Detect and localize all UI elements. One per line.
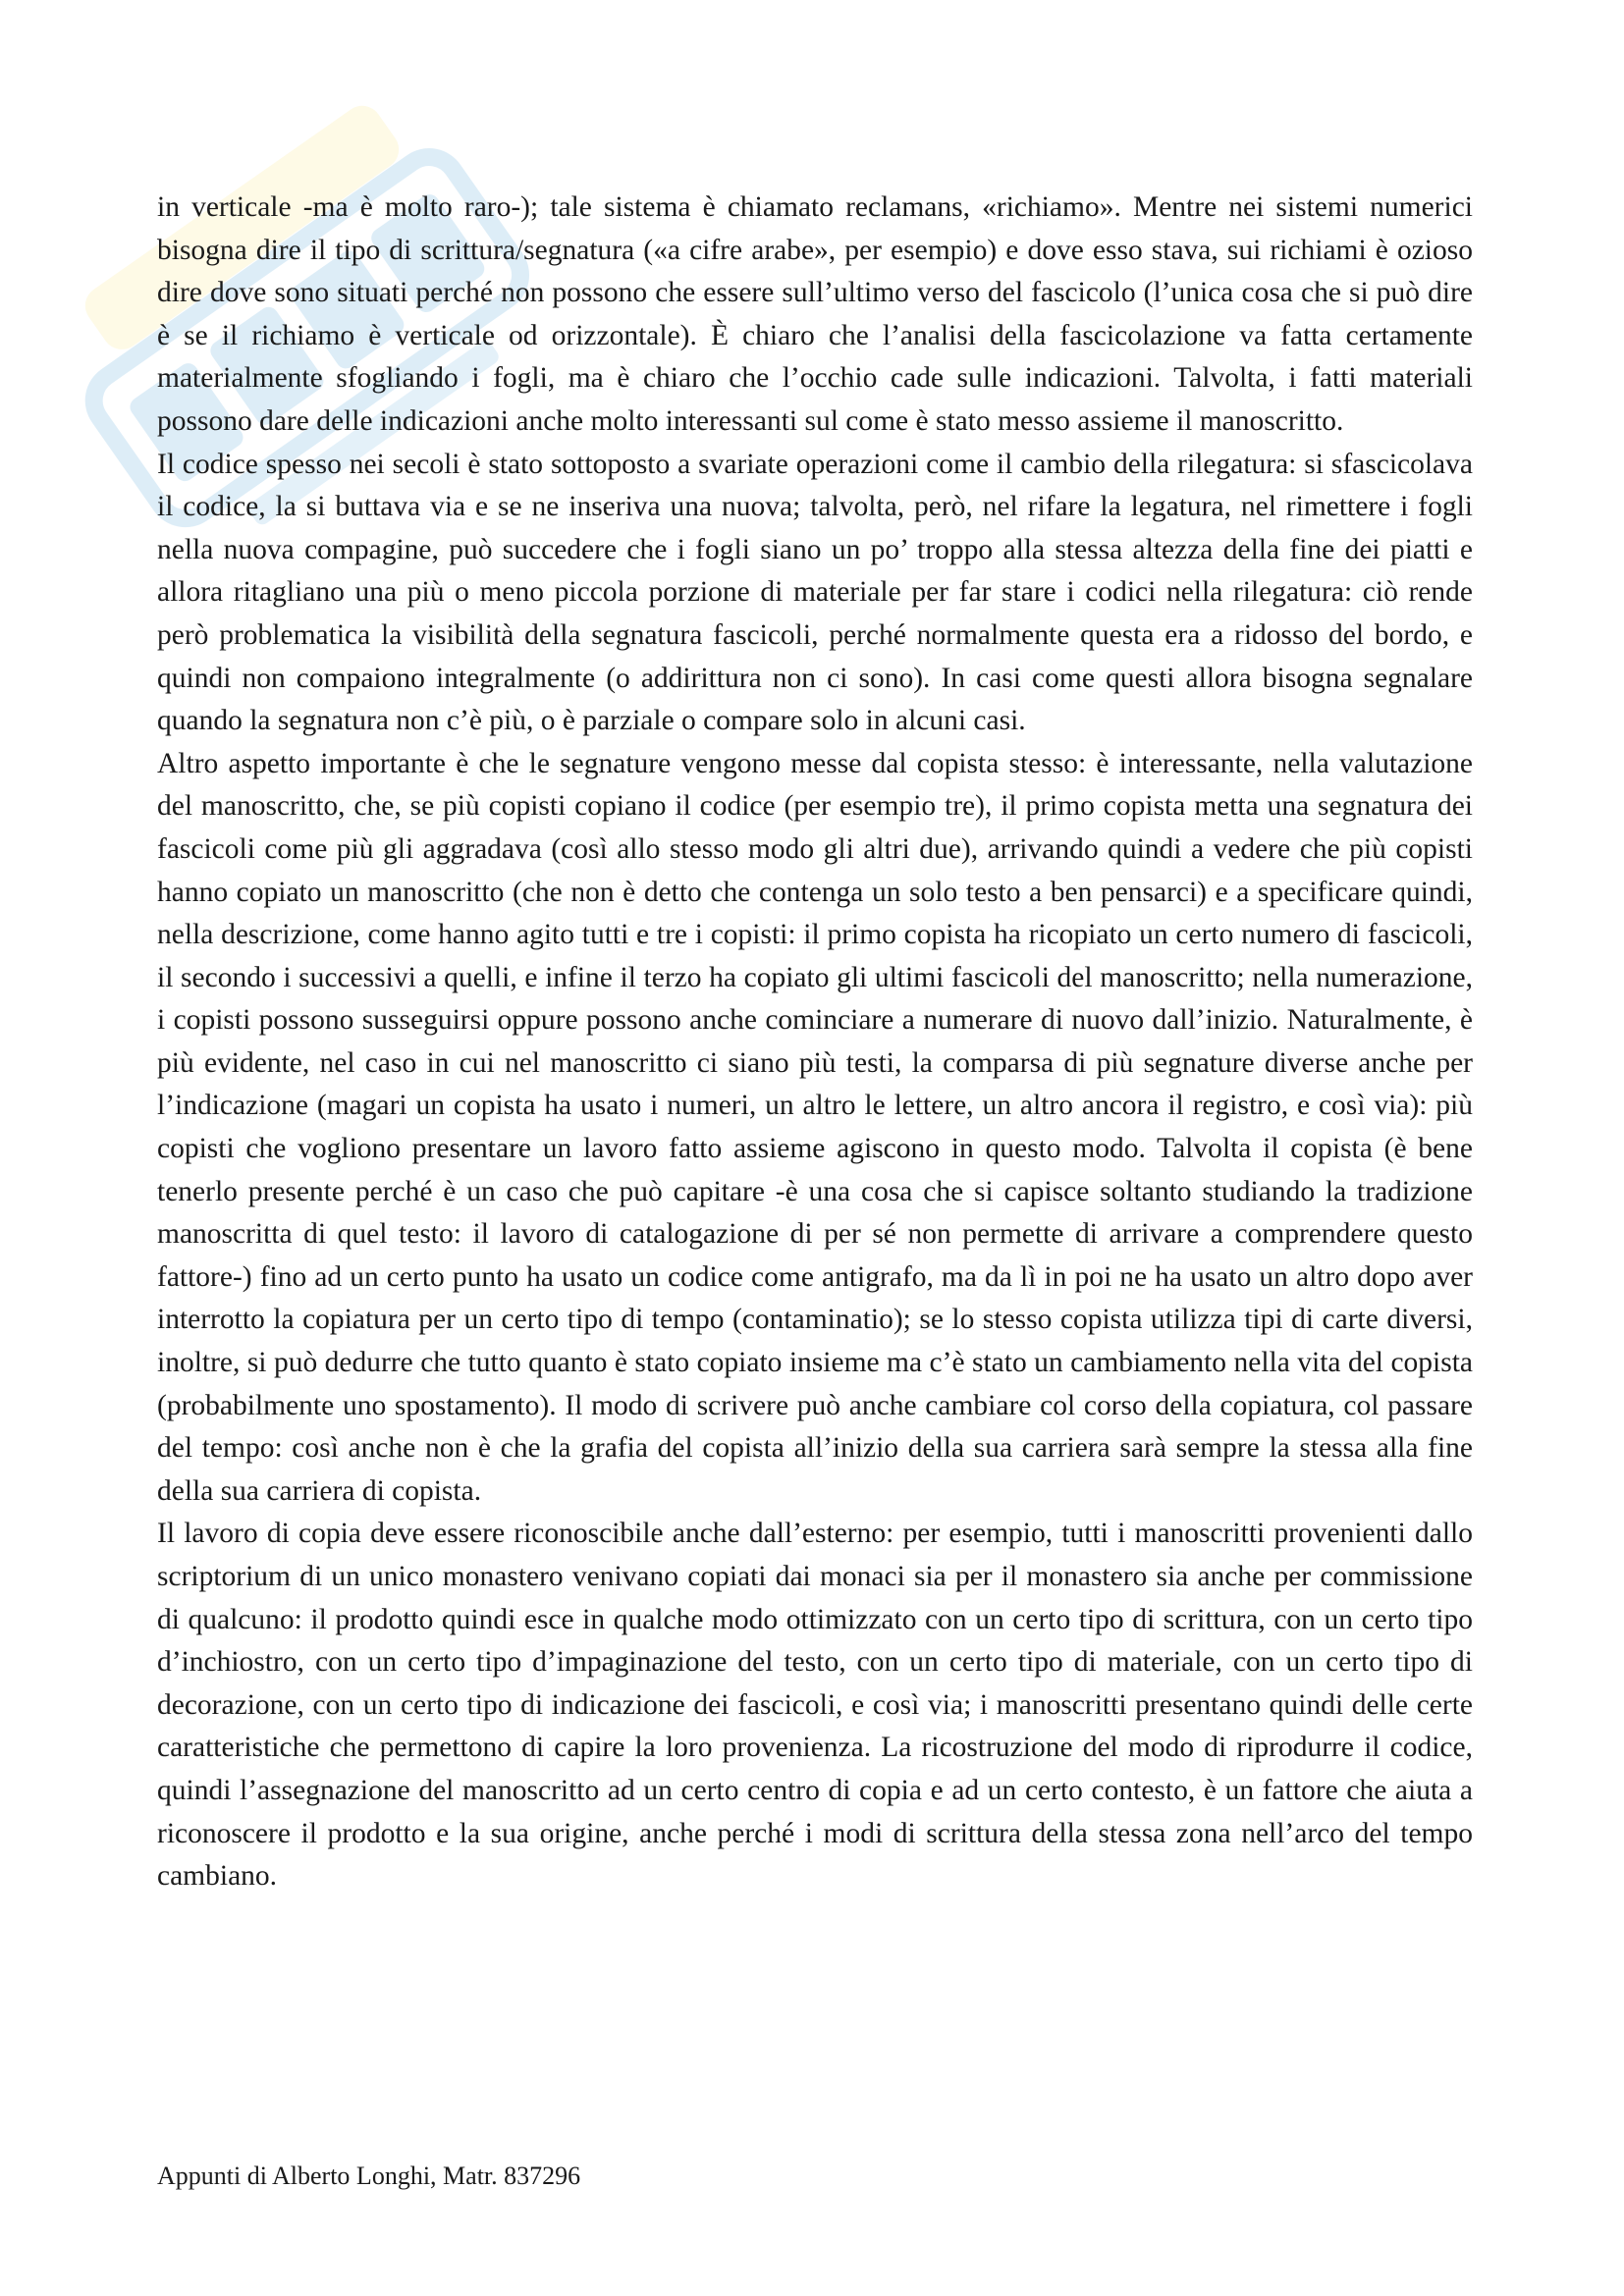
page-footer: Appunti di Alberto Longhi, Matr. 837296: [157, 2162, 581, 2190]
paragraph: Il lavoro di copia deve essere riconoscibile anche dall’esterno: per esempio, tutti i manoscritti provenienti dallo scriptorium di un unico monastero venivano copiati dai monaci sia per il monastero sia anche per commissione di qualcuno: il prodotto quindi esce in qualche modo ottimizzato con un certo tipo di scrittura, con un certo tipo d’inchiostro, con un certo tipo d’impaginazione del testo, con un certo tipo di materiale, con un certo tipo di decorazione, con un certo tipo di indicazione dei fascicoli, e così via; i manoscritti presentano quindi delle certe caratteristiche che permettono di capire la loro provenienza. La ricostruzione del modo di riprodurre il codice, quindi l’assegnazione del manoscritto ad un certo centro di copia e ad un certo contesto, è un fattore che aiuta a riconoscere il prodotto e la sua origine, anche perché i modi di scrittura della stessa zona nell’arco del tempo cambiano.: [157, 1518, 1473, 1893]
paragraph: in verticale -ma è molto raro-); tale sistema è chiamato reclamans, «richiamo». Mentre nei sistemi numerici bisogna dire il tipo di scrittura/segnatura («a cifre arabe», per esempio) e dove esso stava, sui richiami è ozioso dire dove sono situati perché non possono che essere sull’ultimo verso del fascicolo (l’unica cosa che si può dire è se il richiamo è verticale od orizzontale). È chiaro che l’analisi della fascicolazione va fatta certamente materialmente sfogliando i fogli, ma è chiaro che l’occhio cade sulle indicazioni. Talvolta, i fatti materiali possono dare delle indicazioni anche molto interessanti sul come è stato messo assieme il manoscritto.: [157, 191, 1473, 437]
paragraph: Altro aspetto importante è che le segnature vengono messe dal copista stesso: è interessante, nella valutazione del manoscritto, che, se più copisti copiano il codice (per esempio tre), il primo copista metta una segnatura dei fascicoli come più gli aggradava (così allo stesso modo gli altri due), arrivando quindi a vedere che più copisti hanno copiato un manoscritto (che non è detto che contenga un solo testo a ben pensarci) e a specificare quindi, nella descrizione, come hanno agito tutti e tre i copisti: il primo copista ha ricopiato un certo numero di fascicoli, il secondo i successivi a quelli, e infine il terzo ha copiato gli ultimi fascicoli del manoscritto; nella numerazione, i copisti possono susseguirsi oppure possono anche cominciare a numerare di nuovo dall’inizio. Naturalmente, è più evidente, nel caso in cui nel manoscritto ci siano più testi, la comparsa di più segnature diverse anche per l’indicazione (magari un copista ha usato i numeri, un altro le lettere, un altro ancora il registro, e così via): più copisti che vogliono presentare un lavoro fatto assieme agiscono in questo modo. Talvolta il copista (è bene tenerlo presente perché è un caso che può capitare -è una cosa che si capisce soltanto studiando la tradizione manoscritta di quel testo: il lavoro di catalogazione di per sé non permette di arrivare a comprendere questo fattore-) fino ad un certo punto ha usato un codice come antigrafo, ma da lì in poi ne ha usato un altro dopo aver interrotto la copiatura per un certo tipo di tempo (contaminatio); se lo stesso copista utilizza tipi di carte diversi, inoltre, si può dedurre che tutto quanto è stato copiato insieme ma c’è stato un cambiamento nella vita del copista (probabilmente uno spostamento). Il modo di scrivere può anche cambiare col corso della copiatura, col passare del tempo: così anche non è che la grafia del copista all’inizio della sua carriera sarà sempre la stessa alla fine della sua carriera di copista.: [157, 747, 1473, 1507]
body-text: [157, 187, 1473, 1898]
paragraph: Il codice spesso nei secoli è stato sottoposto a svariate operazioni come il cambio della rilegatura: si sfascicolava il codice, la si buttava via e se ne inseriva una nuova; talvolta, però, nel rifare la legatura, nel rimettere i fogli nella nuova compagine, può succedere che i fogli siano un po’ troppo alla stessa altezza della fine dei piatti e allora ritagliano una più o meno piccola porzione di materiale per far stare i codici nella rilegatura: ciò rende però problematica la visibilità della segnatura fascicoli, perché normalmente questa era a ridosso del bordo, e quindi non compaiono integralmente (o addirittura non ci sono). In casi come questi allora bisogna segnalare quando la segnatura non c’è più, o è parziale o compare solo in alcuni casi.: [157, 448, 1473, 737]
